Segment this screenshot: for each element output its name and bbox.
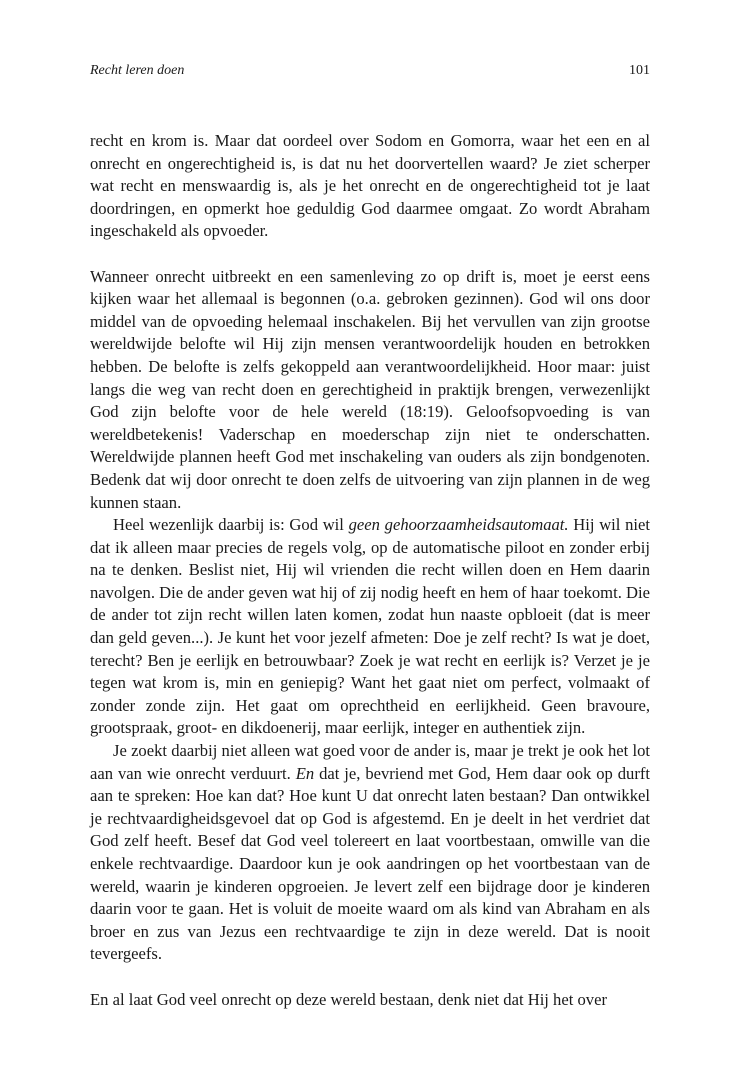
paragraph-4-emphasis: En — [295, 763, 315, 783]
running-head — [90, 63, 650, 83]
paragraph-4-text-end: dat je, bevriend met God, Hem daar ook op durft aan te spreken: Hoe kan dat? Hoe kunt U dat onrecht laten bestaan? Dan ontwikkel je rechtvaardigheidsgevoel dat op God is afgestemd. En je deelt in het verdriet dat God zelf heeft. Besef dat God veel tolereert en laat voortbestaan, omwille van die enkele rechtvaardige. Daardoor kun je ook aandringen op het voortbestaan van de wereld, waarin je kinderen opgroeien. Je levert zelf een bijdrage door je kinderen daarin voor te gaan. Het is voluit de moeite waard om als kind van Abraham en als broer en zus van Jezus een rechtvaardige te zijn in deze wereld. Dat is nooit tevergeefs. — [90, 763, 651, 964]
paragraph-5: En al laat God veel onrecht op deze wereld bestaan, denk niet dat Hij het over — [90, 989, 607, 1009]
paragraph-1: recht en krom is. Maar dat oordeel over Sodom en Gomorra, waar het een en al onrecht en ongerechtigheid is, is dat nu het doorvertellen waard? Je ziet scherper wat recht en menswaardig is, als je het onrecht en de ongerechtigheid tot je laat doordringen, en opmerkt hoe geduldig God daarmee omgaat. Zo wordt Abraham ingeschakeld als opvoeder. — [90, 131, 650, 241]
running-title: Recht leren doen — [90, 63, 185, 78]
page-number: 101 — [629, 63, 650, 78]
body-text — [90, 130, 650, 1011]
paragraph-3-text-start: Heel wezenlijk daarbij is: God wil — [113, 515, 349, 535]
paragraph-3-text-end: Hij wil niet dat ik alleen maar precies de regels volg, op de automatische piloot en zonder erbij na te denken. Beslist niet, Hij wil vrienden die recht willen doen en Hem daarin navolgen. Die de ander geven wat hij of zij nodig heeft en hem of haar toekomt. Die de ander tot zijn recht willen laten komen, zodat hun naaste opbloeit (dat is meer dan geld geven...). Je kunt het voor jezelf afmeten: Doe je zelf recht? Is wat je doet, terecht? Ben je eerlijk en betrouwbaar? Zoek je wat recht en eerlijk is? Verzet je je tegen wat krom is, min en geniepig? Want het gaat niet om perfect, volmaakt of zonder zonde zijn. Het gaat om oprechtheid en eerlijkheid. Geen bravoure, grootspraak, groot- en dikdoenerij, maar eerlijk, integer en authentiek zijn. — [90, 515, 650, 738]
paragraph-4-text-start: Je zoekt daarbij niet alleen wat goed voor de ander is, maar je trekt je ook het lot aan van wie onrecht verduurt. — [90, 741, 650, 783]
paragraph-4 — [90, 740, 650, 966]
paragraph-3-emphasis: geen gehoorzaamheidsautomaat. — [348, 515, 569, 535]
paragraph-2: Wanneer onrecht uitbreekt en een samenleving zo op drift is, moet je eerst eens kijken waar het allemaal is begonnen (o.a. gebroken gezinnen). God wil ons door middel van de opvoeding helemaal inschakelen. Bij het vervullen van zijn grootse wereldwijde belofte wil Hij zijn mensen verantwoordelijk houden en betrokken hebben. De belofte is zelfs gekoppeld aan verantwoordelijkheid. Hoor maar: juist langs die weg van recht doen en gerechtigheid in praktijk brengen, verwezenlijkt God zijn belofte voor de hele wereld (18:19). Geloofsopvoeding is van wereldbetekenis! Vaderschap en moederschap zijn niet te onderschatten. Wereldwijde plannen heeft God met inschakeling van ouders als zijn bondgenoten. Bedenk dat wij door onrecht te doen zelfs de uitvoering van zijn plannen in de weg kunnen staan. — [90, 266, 650, 512]
paragraph-3 — [90, 514, 650, 740]
